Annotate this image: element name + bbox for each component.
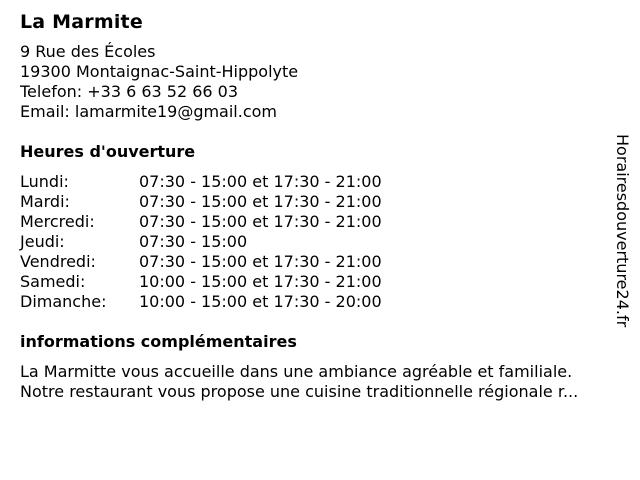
info-description-line: La Marmitte vous accueille dans une ambiance agréable et familiale. xyxy=(20,362,573,381)
hours-time: 10:00 - 15:00 et 17:30 - 20:00 xyxy=(139,292,382,311)
hours-time: 07:30 - 15:00 et 17:30 - 21:00 xyxy=(139,192,382,211)
hours-row xyxy=(20,172,382,192)
email-address: Email: lamarmite19@gmail.com xyxy=(20,102,278,121)
hours-time: 07:30 - 15:00 et 17:30 - 21:00 xyxy=(139,252,382,271)
hours-day: Mardi: xyxy=(20,192,70,211)
hours-time: 10:00 - 15:00 et 17:30 - 21:00 xyxy=(139,272,382,291)
hours-row xyxy=(20,192,382,212)
hours-row xyxy=(20,212,382,232)
info-description-line: Notre restaurant vous propose une cuisine traditionnelle régionale r... xyxy=(20,382,579,401)
info-heading: informations complémentaires xyxy=(20,332,297,351)
hours-day: Mercredi: xyxy=(20,212,95,231)
hours-row xyxy=(20,252,382,272)
watermark: Horairesdouverture24.fr xyxy=(613,134,632,328)
hours-day: Lundi: xyxy=(20,172,69,191)
address-block xyxy=(20,42,620,122)
hours-time: 07:30 - 15:00 et 17:30 - 21:00 xyxy=(139,172,382,191)
hours-heading: Heures d'ouverture xyxy=(20,142,196,161)
hours-row xyxy=(20,292,382,312)
city-address: 19300 Montaignac-Saint-Hippolyte xyxy=(20,62,299,81)
hours-time: 07:30 - 15:00 et 17:30 - 21:00 xyxy=(139,212,382,231)
business-name: La Marmite xyxy=(20,11,143,33)
opening-hours-table xyxy=(20,172,382,312)
hours-day: Dimanche: xyxy=(20,292,107,311)
business-card xyxy=(20,10,620,402)
hours-time: 07:30 - 15:00 xyxy=(139,232,248,251)
hours-day: Vendredi: xyxy=(20,252,96,271)
hours-row xyxy=(20,232,382,252)
hours-day: Samedi: xyxy=(20,272,86,291)
hours-row xyxy=(20,272,382,292)
street-address: 9 Rue des Écoles xyxy=(20,42,156,61)
phone-number: Telefon: +33 6 63 52 66 03 xyxy=(20,82,239,101)
hours-day: Jeudi: xyxy=(20,232,65,251)
